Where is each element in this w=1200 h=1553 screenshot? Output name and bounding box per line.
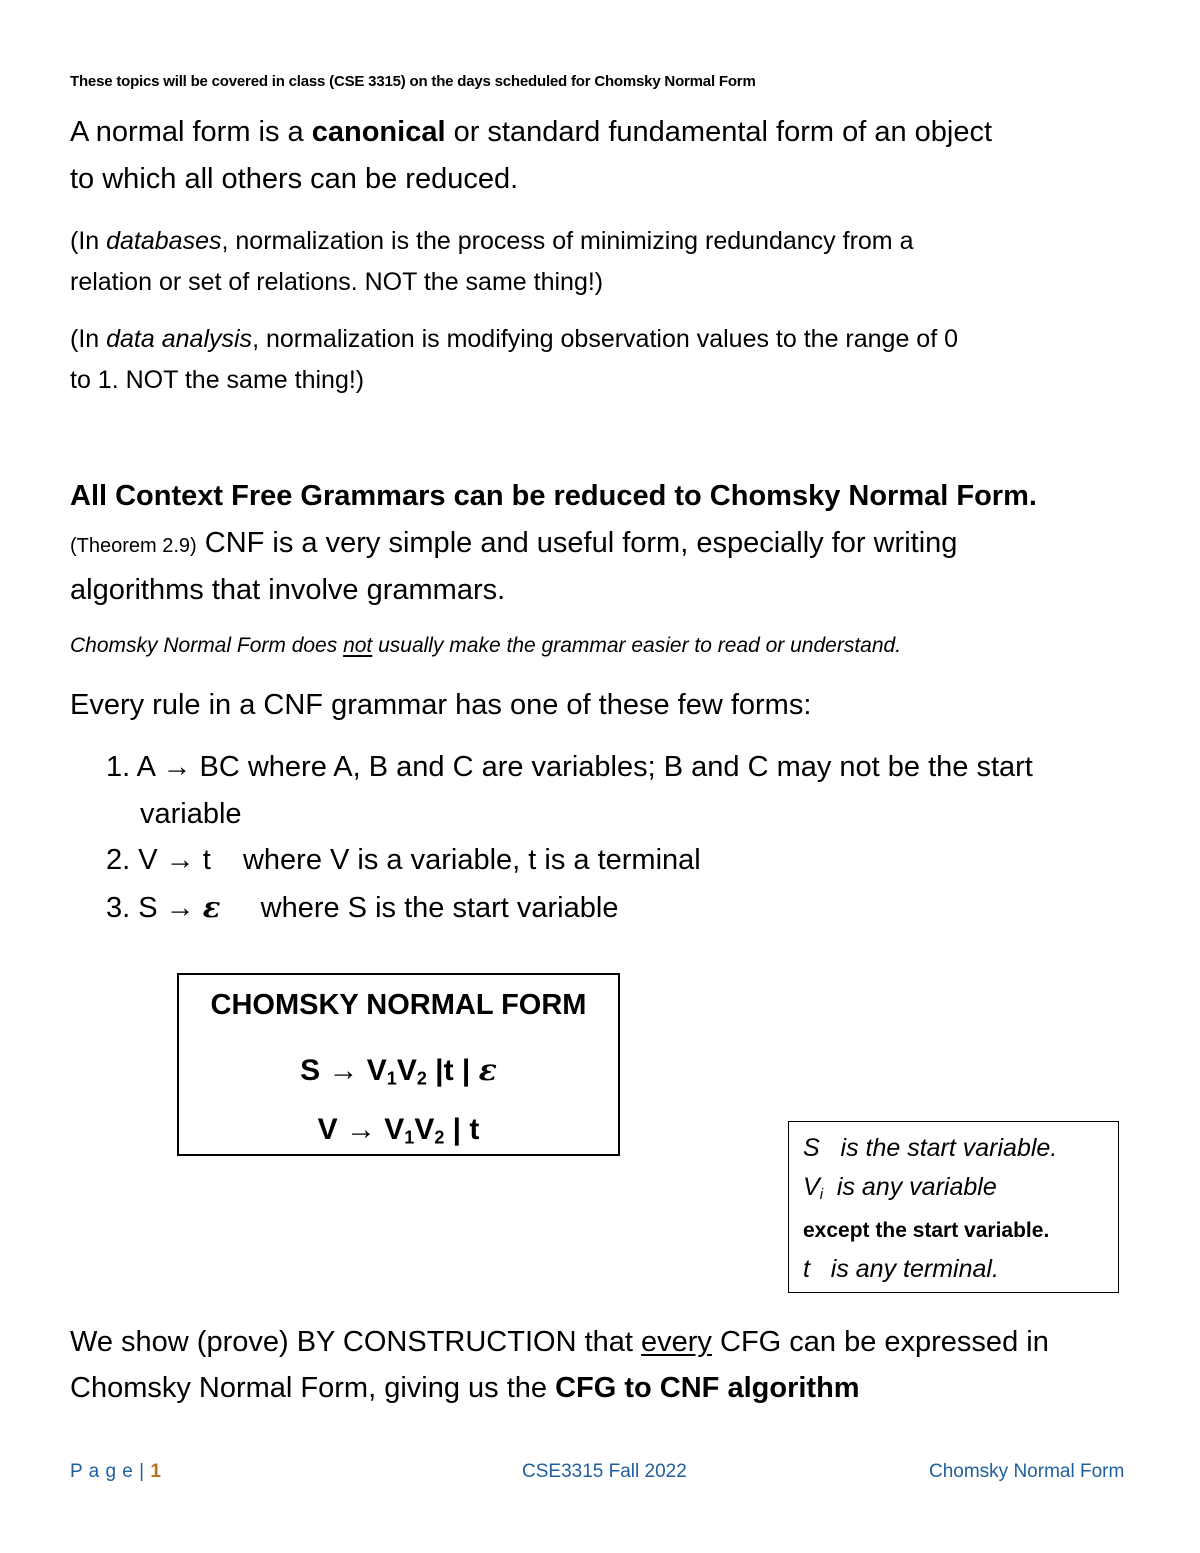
legend-except-start: except the start variable. (803, 1219, 1050, 1242)
cnf-definition-box (177, 973, 620, 1156)
form-item-text: S → (130, 892, 203, 924)
caveat-pre: Chomsky Normal Form does (70, 634, 344, 657)
form-item-3 (106, 890, 618, 925)
footer-topic: Chomsky Normal Form (929, 1461, 1125, 1482)
forms-intro: Every rule in a CNF grammar has one of these few forms: (70, 689, 812, 721)
intro-line-1 (70, 116, 992, 149)
rule-var: V (396, 1054, 417, 1087)
databases-note-line-1 (70, 227, 913, 256)
conclusion-underlined: every (641, 1326, 712, 1358)
data-analysis-note-italic: data analysis (106, 325, 253, 353)
form-item-number: 1. (106, 751, 131, 783)
caveat-line (70, 634, 901, 658)
page-separator: | (139, 1461, 145, 1482)
form-item-number: 3. (106, 892, 131, 924)
theorem-text: CNF is a very simple and useful form, especially for writing (196, 527, 958, 559)
rule-lhs: V → V (317, 1113, 405, 1146)
conclusion-line-1 (70, 1326, 1049, 1359)
rule-lhs: S → V (300, 1054, 387, 1087)
form-item-tail: where S is the start variable (220, 892, 619, 924)
theorem-ref: (Theorem 2.9) (70, 535, 197, 557)
subscript: 1 (386, 1068, 397, 1089)
data-analysis-note-line-1 (70, 325, 958, 354)
form-item-1-cont: variable (140, 798, 242, 830)
page-number: 1 (150, 1461, 162, 1482)
rule-rest: | t (444, 1113, 480, 1146)
legend-any-variable (803, 1173, 997, 1202)
legend-box (788, 1121, 1119, 1293)
header-note: These topics will be covered in class (CSE 3315) on the days scheduled for Chomsky Normal Form (70, 73, 756, 90)
form-item-1 (106, 751, 1033, 784)
caveat-post: usually make the grammar easier to read or understand. (372, 634, 902, 657)
subscript: i (819, 1185, 824, 1203)
cnf-box-title: CHOMSKY NORMAL FORM (210, 989, 587, 1021)
legend-var: V (803, 1173, 820, 1201)
legend-start-variable: S is the start variable. (803, 1134, 1058, 1162)
conclusion-post: CFG can be expressed in (711, 1326, 1049, 1358)
epsilon-symbol: ε (478, 1053, 497, 1088)
intro-text-cont: or standard fundamental form of an object (445, 116, 993, 148)
rule-rest: |t | (426, 1054, 479, 1087)
databases-note-italic: databases (106, 227, 222, 255)
conclusion-line-2 (70, 1372, 860, 1405)
intro-text: A normal form is a (70, 116, 312, 148)
intro-bold-term: canonical (311, 116, 446, 148)
subscript: 2 (416, 1068, 427, 1089)
intro-line-2: to which all others can be reduced. (70, 163, 519, 195)
cnf-rule-variable (179, 1113, 618, 1147)
conclusion-pre: We show (prove) BY CONSTRUCTION that (70, 1326, 642, 1358)
epsilon-symbol: ε (202, 890, 221, 924)
theorem-line-2: algorithms that involve grammars. (70, 574, 506, 606)
page-label: P a g e (70, 1461, 134, 1482)
caveat-underlined: not (343, 634, 373, 657)
form-item-2 (106, 844, 701, 877)
footer-page-label (70, 1461, 161, 1483)
databases-note-post: , normalization is the process of minimizing redundancy from a (221, 227, 914, 255)
legend-terminal: t is any terminal. (803, 1255, 999, 1283)
cnf-rule-start (179, 1053, 618, 1088)
subscript: 2 (434, 1127, 445, 1148)
subscript: 1 (404, 1127, 415, 1148)
data-analysis-note-pre: (In (70, 325, 107, 353)
section-heading: All Context Free Grammars can be reduced to Chomsky Normal Form. (70, 480, 1037, 512)
data-analysis-note-line-2: to 1. NOT the same thing!) (70, 366, 365, 394)
footer-course: CSE3315 Fall 2022 (522, 1461, 687, 1482)
rule-var: V (414, 1113, 435, 1146)
databases-note-line-2: relation or set of relations. NOT the same thing!) (70, 268, 604, 296)
conclusion-bold: CFG to CNF algorithm (555, 1372, 860, 1404)
form-item-text: A → BC where A, B and C are variables; B and C may not be the start (130, 751, 1033, 783)
form-item-number: 2. (106, 844, 131, 876)
conclusion-line2-pre: Chomsky Normal Form, giving us the (70, 1372, 556, 1404)
data-analysis-note-post: , normalization is modifying observation values to the range of 0 (252, 325, 959, 353)
form-item-text: V → t where V is a variable, t is a terminal (130, 844, 701, 876)
theorem-line-1 (70, 527, 957, 560)
legend-var-desc: is any variable (823, 1173, 997, 1201)
databases-note-pre: (In (70, 227, 107, 255)
